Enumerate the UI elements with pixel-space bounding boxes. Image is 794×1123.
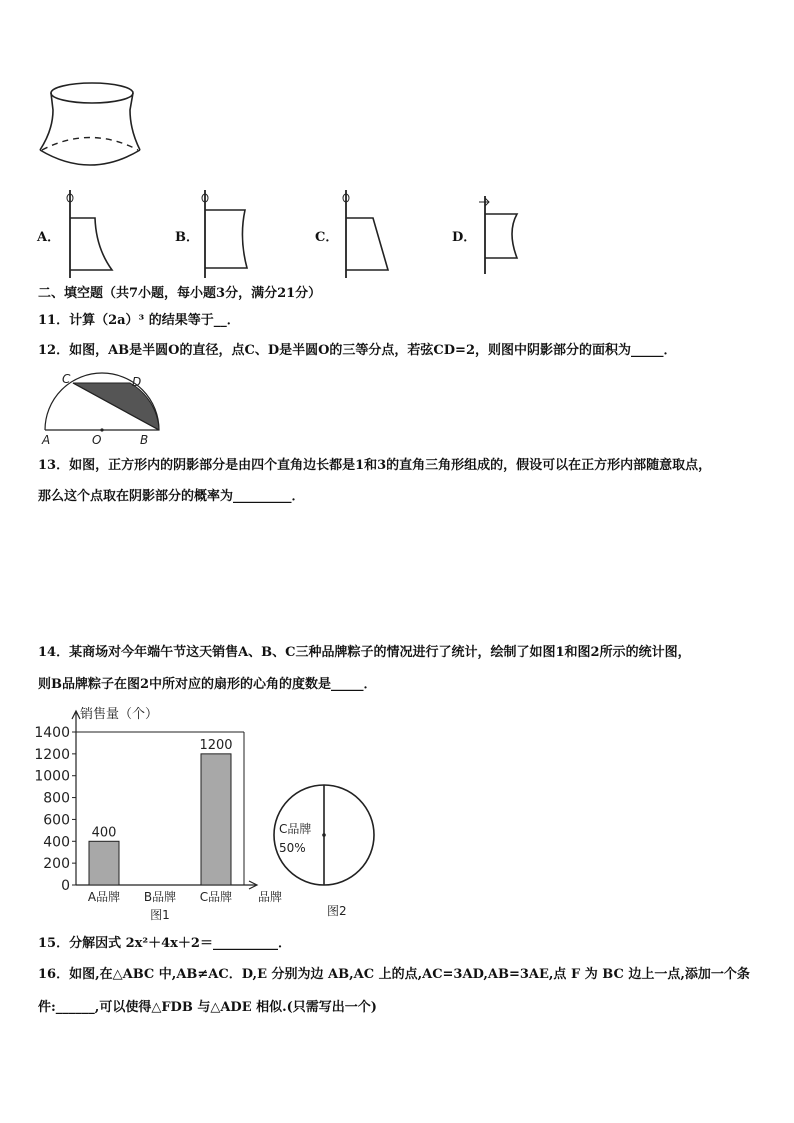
- question-11: 11．计算（2a）³ 的结果等于__．: [38, 313, 240, 328]
- y-tick-label: 1200: [34, 746, 70, 763]
- point-d-label: D: [132, 375, 142, 389]
- y-tick-label: 200: [43, 856, 70, 873]
- option-c-figure: [336, 188, 396, 280]
- question-15: 15．分解因式 2x²＋4x＋2＝__________．: [38, 936, 291, 951]
- point-c-label: C: [62, 372, 71, 386]
- figure-1-caption: 图1: [150, 908, 170, 922]
- y-tick-label: 1000: [34, 768, 70, 785]
- bar: [89, 841, 119, 885]
- question-14-line-2: 则B品牌粽子在图2中所对应的扇形的心角的度数是_____．: [38, 677, 377, 692]
- bar-value-label: 1200: [199, 737, 233, 753]
- x-category-label: B品牌: [143, 890, 177, 904]
- y-tick-label: 800: [43, 790, 70, 807]
- question-12: 12．如图，AB是半圆O的直径，点C、D是半圆O的三等分点，若弦CD=2，则图中阴影部分的面积为_____．: [38, 343, 677, 358]
- option-b-label: B．: [175, 230, 199, 245]
- point-o-label: O: [92, 433, 102, 447]
- pie-c-percent: 50%: [279, 841, 306, 855]
- option-d-figure: [475, 188, 535, 280]
- semicircle-figure: [40, 368, 165, 448]
- y-tick-label: 400: [43, 834, 70, 851]
- x-category-label: C品牌: [199, 890, 233, 904]
- lampshade-figure: [30, 80, 150, 180]
- option-a-figure: [60, 188, 120, 280]
- y-tick-label: 1400: [34, 725, 70, 741]
- pie-c-label: C品牌: [279, 822, 312, 836]
- x-category-label: A品牌: [87, 890, 121, 904]
- option-d-label: D．: [452, 230, 477, 245]
- bar-chart-figure-1: [28, 700, 283, 925]
- section-title: 二、填空题（共7小题，每小题3分，满分21分）: [38, 286, 322, 301]
- option-c-label: C．: [315, 230, 339, 245]
- bar: [201, 754, 231, 885]
- bar-value-label: 400: [91, 825, 117, 841]
- point-a-label: A: [42, 433, 51, 447]
- point-b-label: B: [140, 433, 149, 447]
- option-a-label: A．: [37, 230, 61, 245]
- question-16-line-1: 16．如图,在△ABC 中,AB≠AC．D,E 分别为边 AB,AC 上的点,AC=3AD,AB=3AE,点 F 为 BC 边上一点,添加一个条: [38, 967, 750, 982]
- question-16-line-2: 件:______,可以使得△FDB 与△ADE 相似.(只需写出一个): [38, 1000, 377, 1015]
- y-tick-label: 0: [61, 878, 70, 894]
- question-13-line-1: 13．如图，正方形内的阴影部分是由四个直角边长都是1和3的直角三角形组成的，假设可以在正方形内部随意取点，: [38, 458, 712, 473]
- y-tick-label: 600: [43, 812, 70, 829]
- figure-2-caption: 图2: [327, 904, 347, 918]
- x-axis-label: 品牌: [258, 890, 283, 904]
- question-14-line-1: 14．某商场对今年端午节这天销售A、B、C三种品牌粽子的情况进行了统计，绘制了如图1和图2所示的统计图，: [38, 645, 691, 660]
- option-b-figure: [195, 188, 255, 280]
- pie-chart-figure-2: [270, 780, 380, 920]
- y-axis-label: 销售量（个）: [80, 707, 159, 722]
- question-13-line-2: 那么这个点取在阴影部分的概率为_________．: [38, 489, 305, 504]
